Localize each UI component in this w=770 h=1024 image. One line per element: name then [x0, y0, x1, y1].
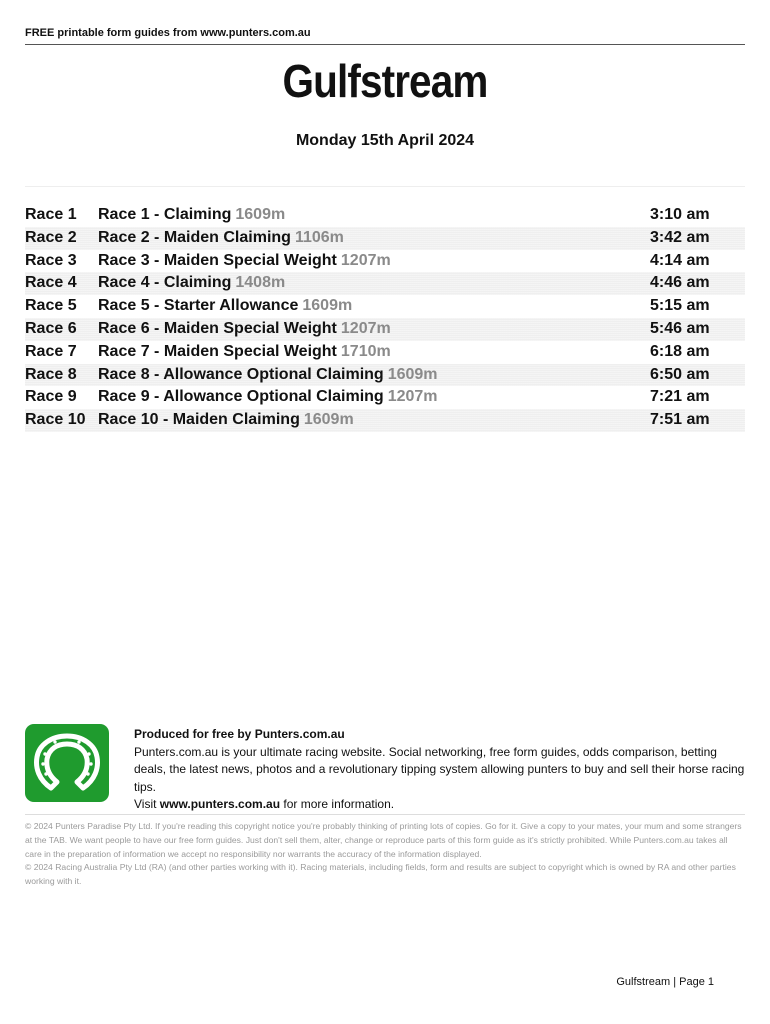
promo-title: Produced for free by Punters.com.au: [134, 727, 345, 741]
race-number: Race 4: [25, 274, 77, 292]
race-distance: 1207m: [340, 319, 391, 337]
page-title: Gulfstream: [282, 55, 488, 107]
race-time: 3:10 am: [650, 206, 710, 223]
visit-prefix: Visit: [134, 797, 157, 811]
race-name: [98, 341, 391, 364]
race-title: Race 5 - Starter Allowance: [98, 297, 299, 315]
race-name: [98, 364, 438, 387]
punters-logo: [25, 724, 109, 802]
race-title: Race 6 - Maiden Special Weight: [98, 319, 337, 337]
race-title: Race 10 - Maiden Claiming: [98, 411, 300, 429]
race-number: Race 3: [25, 251, 77, 269]
race-title: Race 1 - Claiming: [98, 206, 232, 223]
race-row: [25, 250, 745, 273]
meeting-date: Monday 15th April 2024: [295, 132, 475, 149]
race-distance: 1710m: [340, 342, 391, 360]
race-distance: 1207m: [387, 388, 438, 406]
race-name: [98, 409, 354, 432]
race-row: [25, 341, 745, 364]
race-row: [25, 386, 745, 409]
race-name: [98, 318, 391, 341]
race-distance: 1609m: [303, 411, 354, 429]
race-number: Race 2: [25, 228, 77, 246]
race-time: 3:42 am: [650, 228, 710, 246]
race-name: [98, 386, 438, 409]
race-time: 5:46 am: [650, 319, 710, 337]
race-time: 4:46 am: [650, 274, 710, 292]
page-footer: Gulfstream | Page 1: [616, 976, 714, 988]
race-number: Race 7: [25, 342, 77, 360]
race-row: [25, 318, 745, 341]
race-title: Race 4 - Claiming: [98, 274, 232, 292]
race-number: Race 10: [25, 411, 86, 429]
race-time: 7:51 am: [650, 411, 710, 429]
top-banner: FREE printable form guides from www.punters.com.au: [25, 27, 745, 45]
promo-body: Punters.com.au is your ultimate racing website. Social networking, free form guides, odds comparison, betting deals, the latest news, photos and a revolutionary tipping system allowing punters to buy and sell their horse racing tips.: [134, 744, 745, 794]
promo-block: [134, 726, 746, 814]
race-list: [25, 204, 745, 432]
race-distance: 1408m: [235, 274, 286, 292]
race-row: [25, 227, 745, 250]
footer-divider: [25, 814, 745, 815]
horseshoe-icon: [25, 724, 109, 802]
race-name: [98, 295, 352, 318]
copyright-notice: [25, 820, 745, 889]
race-distance: 1609m: [302, 297, 353, 315]
copyright-racing-australia: © 2024 Racing Australia Pty Ltd (RA) (and other parties working with it). Racing materials, including fields, form and results are subject to copyright which is owned by RA and other parties working with it.: [25, 862, 736, 887]
race-distance: 1609m: [387, 365, 438, 383]
race-number: Race 1: [25, 206, 77, 223]
race-title: Race 9 - Allowance Optional Claiming: [98, 388, 384, 406]
race-time: 6:18 am: [650, 342, 710, 360]
race-distance: 1207m: [340, 251, 391, 269]
race-time: 7:21 am: [650, 388, 710, 406]
race-number: Race 8: [25, 365, 77, 383]
race-title: Race 8 - Allowance Optional Claiming: [98, 365, 384, 383]
race-title: Race 3 - Maiden Special Weight: [98, 251, 337, 269]
race-name: [98, 250, 391, 273]
race-row: [25, 295, 745, 318]
race-time: 6:50 am: [650, 365, 710, 383]
race-row: [25, 409, 745, 432]
race-distance: 1106m: [294, 228, 344, 246]
visit-suffix: for more information.: [283, 797, 395, 811]
race-name: [98, 227, 344, 250]
race-time: 5:15 am: [650, 297, 710, 315]
race-name: [98, 204, 285, 227]
race-number: Race 6: [25, 319, 77, 337]
race-title: Race 7 - Maiden Special Weight: [98, 342, 337, 360]
race-distance: 1609m: [235, 206, 286, 223]
race-number: Race 9: [25, 388, 77, 406]
race-row: [25, 272, 745, 295]
promo-visit: [134, 796, 746, 814]
punters-link[interactable]: www.punters.com.au: [159, 797, 281, 811]
race-number: Race 5: [25, 297, 77, 315]
header-divider: [25, 186, 745, 187]
race-row: [25, 204, 745, 227]
race-title: Race 2 - Maiden Claiming: [98, 228, 291, 246]
race-row: [25, 364, 745, 387]
race-name: [98, 272, 285, 295]
copyright-punters: © 2024 Punters Paradise Pty Ltd. If you're reading this copyright notice you're probably thinking of printing lots of copies. Go for it. Give a copy to your mates, your mum and some strangers at the TAB. We want people to have our free form guides. Just don't sell them, alter, change or reproduce parts of this form guide as it's strictly prohibited. While Punters.com.au takes all care in the preparation of information we accept no responsibility nor warrants the accuracy of the information displayed.: [25, 821, 742, 859]
race-time: 4:14 am: [650, 251, 710, 269]
